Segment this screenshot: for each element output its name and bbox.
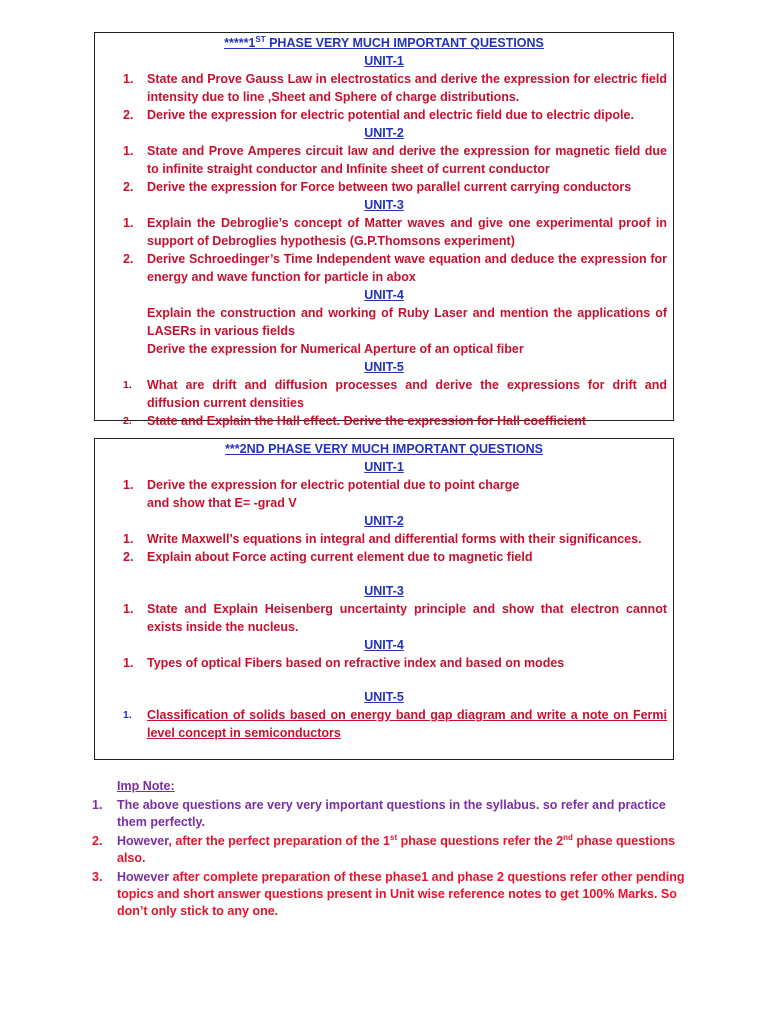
notes-title: Imp Note: (117, 779, 175, 793)
phase1-unit2-heading: UNIT-2 (364, 126, 404, 140)
note-item: 2. However, after the perfect preparation of the 1st phase questions refer the 2nd phase questions also. (92, 832, 676, 865)
question: Explain the construction and working of Ruby Laser and mention the applications of LASERs in various fields (147, 306, 667, 338)
question: 1. State and Prove Amperes circuit law and derive the expression for magnetic field due to infinite straight conductor and Infinite sheet of current conductor (123, 144, 667, 176)
phase1-unit5-heading: UNIT-5 (364, 360, 404, 374)
question: Derive the expression for Numerical Aperture of an optical fiber (147, 342, 524, 356)
phase2-title: ***2ND PHASE VERY MUCH IMPORTANT QUESTIONS (225, 442, 543, 456)
phase2-unit1-heading: UNIT-1 (364, 460, 404, 474)
phase2-unit2-heading: UNIT-2 (364, 514, 404, 528)
question: 2. Explain about Force acting current element due to magnetic field (123, 550, 533, 564)
question: 1. State and Prove Gauss Law in electrostatics and derive the expression for electric field intensity due to line ,Sheet and Sphere of charge distributions. (123, 72, 667, 104)
question: 1. Classification of solids based on energy band gap diagram and write a note on Fermi level concept in semiconductors (123, 708, 667, 740)
phase2-unit5-heading: UNIT-5 (364, 690, 404, 704)
phase1-title: *****1ST PHASE VERY MUCH IMPORTANT QUESTIONS (224, 34, 544, 50)
phase2-unit3-heading: UNIT-3 (364, 584, 404, 598)
question: 1. State and Explain Heisenberg uncertainty principle and show that electron cannot exists inside the nucleus. (123, 602, 667, 634)
phase1-unit4-heading: UNIT-4 (364, 288, 404, 302)
question: 1. Write Maxwell’s equations in integral and differential forms with their significances. (123, 532, 642, 546)
note-item: 1. The above questions are very very important questions in the syllabus. so refer and practice them perfectly. (92, 798, 666, 829)
phase2-box (94, 438, 674, 760)
phase1-box (94, 32, 674, 428)
important-notes (90, 777, 690, 920)
question: 2. Derive the expression for electric potential and electric field due to electric dipole. (123, 108, 634, 122)
question: 1. What are drift and diffusion processes and derive the expressions for drift and diffusion current densities (123, 378, 667, 410)
phase1-unit3-heading: UNIT-3 (364, 198, 404, 212)
question: 2. Derive Schroedinger’s Time Independent wave equation and deduce the expression for energy and wave function for particle in abox (123, 252, 667, 284)
phase2-unit4-heading: UNIT-4 (364, 638, 404, 652)
question: 1. Types of optical Fibers based on refractive index and based on modes (123, 656, 565, 670)
spacer (101, 672, 667, 688)
question: and show that E= -grad V (147, 496, 297, 510)
question: 1. Explain the Debroglie’s concept of Matter waves and give one experimental proof in support of Debroglies hypothesis (G.P.Thomsons experiment) (123, 216, 667, 248)
phase1-unit1-heading: UNIT-1 (364, 54, 404, 68)
note-item: 3. However after complete preparation of these phase1 and phase 2 questions refer other pending topics and short answer questions present in Unit wise reference notes to get 100% Marks. So don’t only stick to any one. (92, 870, 685, 918)
spacer (101, 566, 667, 582)
question: 2. Derive the expression for Force between two parallel current carrying conductors (123, 180, 632, 194)
question: 1. Derive the expression for electric potential due to point charge (123, 478, 520, 492)
question: 2. State and Explain the Hall effect. Derive the expression for Hall coefficient (123, 414, 587, 428)
